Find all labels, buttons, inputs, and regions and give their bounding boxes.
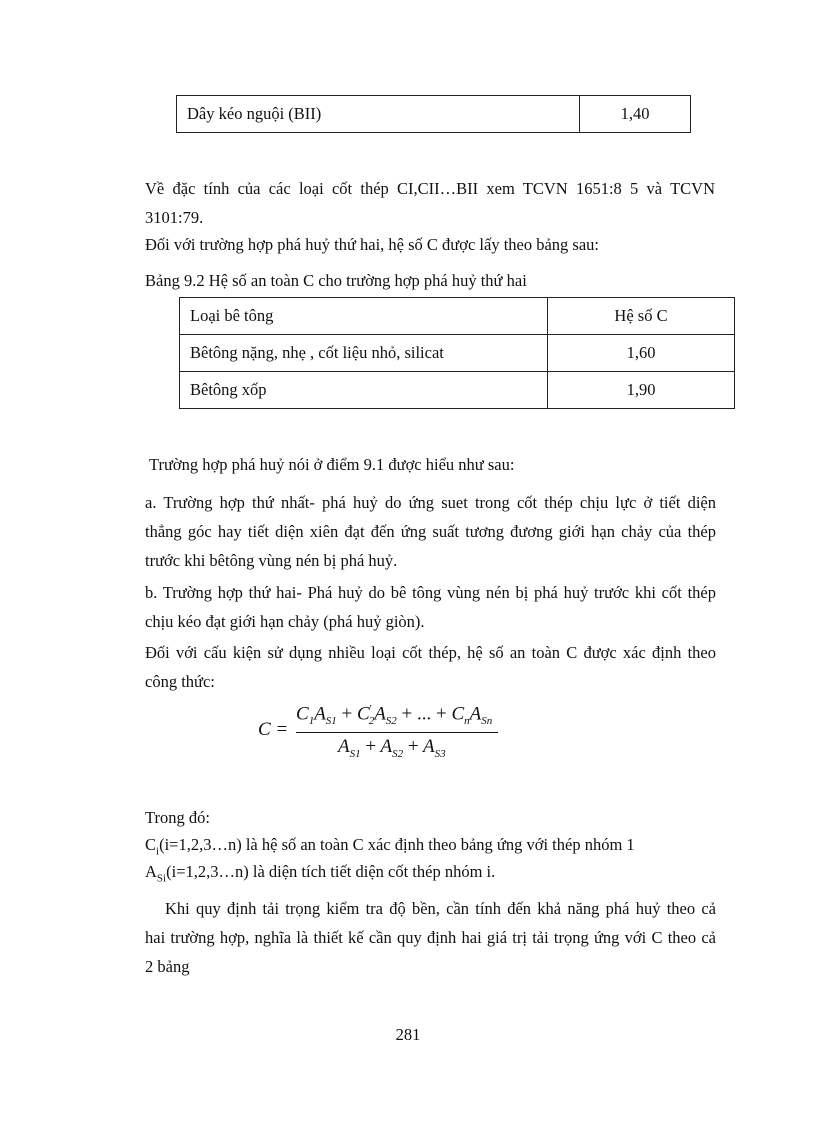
paragraph-line: hai trường hợp, nghĩa là thiết kế cần quy định hai giá trị tải trọng ứng với C theo cả xyxy=(145,928,716,947)
paragraph-line: công thức: xyxy=(145,672,215,691)
formula-subscript: 2 xyxy=(368,715,375,728)
formula-prime: ' xyxy=(369,703,372,715)
formula-numerator xyxy=(296,703,492,727)
formula-symbol: A xyxy=(374,703,386,725)
formula-symbol: A xyxy=(338,736,350,757)
formula-operator: + ... + xyxy=(401,703,447,725)
formula-subscript: S1 xyxy=(349,747,361,760)
formula-operator: + xyxy=(341,703,353,725)
table-cell: 1,40 xyxy=(580,96,691,133)
page-number: 281 xyxy=(395,1025,421,1044)
formula-operator: + xyxy=(365,736,377,757)
fraction-bar xyxy=(296,732,498,733)
definition-symbol: A xyxy=(145,862,157,881)
formula-subscript: Sn xyxy=(481,715,493,728)
formula-subscript: S2 xyxy=(385,715,397,728)
paragraph: Đối với trường hợp phá huỷ thứ hai, hệ số C được lấy theo bảng sau: xyxy=(145,235,599,254)
formula-symbol: C xyxy=(357,703,370,725)
paragraph-line: Về đặc tính của các loại cốt thép CI,CII…BII xem TCVN 1651:8 5 và TCVN xyxy=(145,179,715,198)
formula-subscript: S1 xyxy=(325,715,337,728)
paragraph-line: b. Trường hợp thứ hai- Phá huỷ do bê tông vùng nén bị phá huỷ trước khi cốt thép xyxy=(145,583,716,602)
formula-symbol: C xyxy=(451,703,465,725)
paragraph-line: 2 bảng xyxy=(145,957,190,976)
table-cell: Bêtông xốp xyxy=(180,372,548,409)
paragraph-a xyxy=(145,488,716,575)
formula-subscript: S2 xyxy=(392,747,404,760)
formula-operator: + xyxy=(407,736,419,757)
formula-subscript: S3 xyxy=(434,747,446,760)
formula-subscript: 1 xyxy=(308,715,315,728)
paragraph-line: Khi quy định tải trọng kiểm tra độ bền, cần tính đến khả năng phá huỷ theo cả xyxy=(165,899,716,918)
table-cell: 1,60 xyxy=(548,335,735,372)
paragraph-line: trước khi bêtông vùng nén bị phá huỷ. xyxy=(145,551,398,570)
table-header-row xyxy=(180,298,735,335)
definition-text: (i=1,2,3…n) là diện tích tiết diện cốt thép nhóm i. xyxy=(166,862,496,881)
paragraph-line: 3101:79. xyxy=(145,208,204,227)
paragraph-b xyxy=(145,578,716,636)
formula-symbol: A xyxy=(469,703,482,725)
table-cell: 1,90 xyxy=(548,372,735,409)
paragraph-line: thẳng góc hay tiết diện xiên đạt đến ứng suất tương đương giới hạn chảy của thép xyxy=(145,522,716,541)
top-table xyxy=(176,95,691,133)
final-paragraph xyxy=(145,894,716,981)
table-cell: Dây kéo nguội (BII) xyxy=(177,96,580,133)
paragraph-line: Đối với cấu kiện sử dụng nhiều loại cốt thép, hệ số an toàn C được xác định theo xyxy=(145,643,716,662)
definition-asi xyxy=(145,859,495,891)
table-cell: Bêtông nặng, nhẹ , cốt liệu nhỏ, silicat xyxy=(180,335,548,372)
table-header-cell: Hệ số C xyxy=(548,298,735,335)
table-header-cell: Loại bê tông xyxy=(180,298,548,335)
paragraph-line: a. Trường hợp thứ nhất- phá huỷ do ứng suet trong cốt thép chịu lực ở tiết diện xyxy=(145,493,716,512)
definition-subscript: i xyxy=(156,845,160,858)
table-row xyxy=(180,372,735,409)
formula-symbol: A xyxy=(380,736,393,757)
definition-text: (i=1,2,3…n) là hệ số an toàn C xác định theo bảng ứng với thép nhóm 1 xyxy=(159,835,635,854)
paragraph-line: chịu kéo đạt giới hạn chảy (phá huỷ giòn). xyxy=(145,612,425,631)
table-row xyxy=(177,96,691,133)
definition-symbol: C xyxy=(145,835,157,854)
formula-symbol: C xyxy=(296,703,309,725)
formula-lhs: C = xyxy=(258,719,289,740)
paragraph: Trường hợp phá huỷ nói ở điểm 9.1 được hiểu như sau: xyxy=(149,455,515,474)
formula-subscript: n xyxy=(464,715,470,728)
formula-symbol: A xyxy=(314,703,326,725)
coefficient-table xyxy=(179,297,735,409)
paragraph-c xyxy=(145,638,716,696)
definition-subscript: Si xyxy=(156,872,167,885)
formula xyxy=(258,703,508,763)
formula-denominator xyxy=(338,736,446,760)
paragraph xyxy=(145,176,715,202)
table-row xyxy=(180,335,735,372)
where-label: Trong đó: xyxy=(145,808,210,827)
table-caption: Bảng 9.2 Hệ số an toàn C cho trường hợp phá huỷ thứ hai xyxy=(145,271,527,290)
formula-symbol: A xyxy=(423,736,435,757)
